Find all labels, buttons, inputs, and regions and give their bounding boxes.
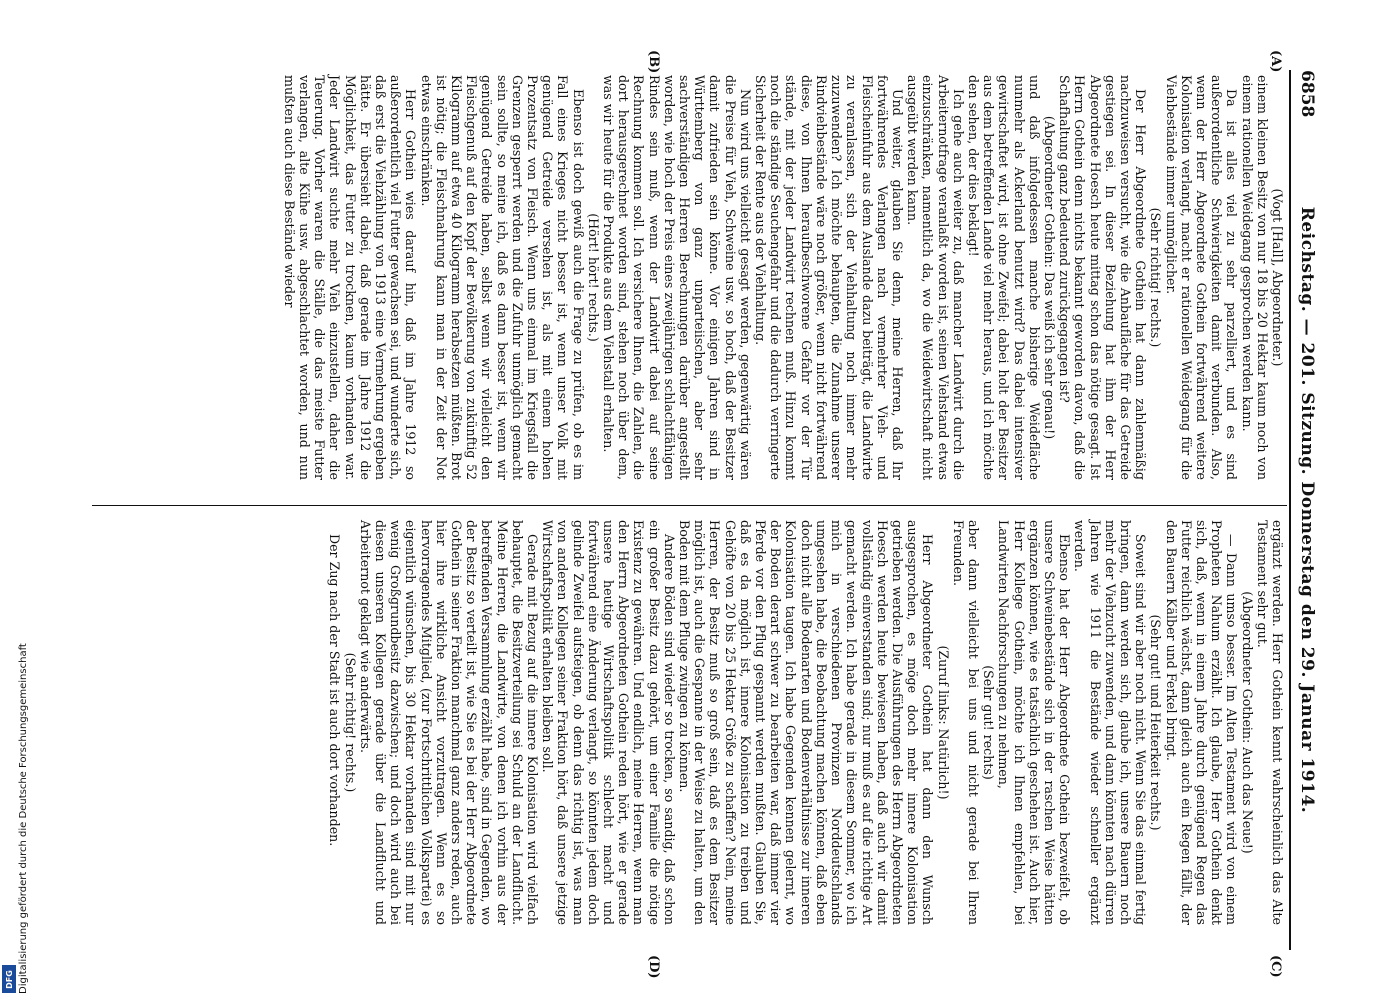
paragraph: Ebenso hat der Herr Abgeordnete Gothein bezweifelt, ob unsere Schweinebestände sich in der raschen Weise hätten ergänzen können, wie es tatsächlich geschehen ist. Auch hier, Herr Kollege Gothein, möchte ich Ihnen empfehlen, bei Landwirten Nachforschungen zu nehmen, <box>996 520 1073 925</box>
dfg-logo-icon <box>2 965 16 993</box>
column-divider <box>92 505 1287 506</box>
paragraph: Und weiter, glauben Sie denn, meine Herren, daß Ihr fortwährendes Verlangen nach vermehrter Vieh- und Fleischeinfuhr aus dem Auslande dazu beiträgt, die Landwirte zu veranlassen, sich der Viehhaltung noch immer mehr zuzuwenden? Ich möchte behaupten, die Zunahme unserer Rindviehbestände wäre noch größer, wenn nicht fortwährend diese, von Ihnen heraufbeschworene Gefahr vor der Tür stände, mit der jeder Landwirt rechnen muß. Hinzu kommt noch die ständige Seuchengefahr und die dadurch verringerte Sicherheit der Rente aus der Viehhaltung. <box>753 75 905 480</box>
paragraph: Ich gehe auch weiter zu, daß mancher Landwirt durch die Arbeiternotfrage veranlaßt worden ist, seinen Viehstand etwas einzuschränken, namentlich da, wo die Weidewirtschaft nicht ausgeübt werden kann. <box>905 75 966 480</box>
paragraph: ergänzt werden. Herr Gothein kennt wahrscheinlich das Alte Testament sehr gut. <box>1254 520 1285 925</box>
credit-text: Digitalisierung gefördert durch die Deutsche Forschungsgemeinschaft <box>18 643 29 994</box>
paragraph: aber dann vielleicht bei uns und nicht gerade bei Ihren Freunden. <box>950 520 981 925</box>
paragraph: Gerade mit Bezug auf die innere Kolonisation wird vielfach behauptet, die Besitzverteilung sei Schuld an der Landflucht. Meine Herren, die Landwirte, von denen ich vorhin aus der betreffenden Versammlung erzählt habe, sind in Gegenden, wo der Besitz so verteilt ist, wie Sie es bei der Herr Abgeordnete Gothein in seiner Fraktion manchmal ganz anders reden, auch hier ihre wirkliche Ansicht vorzutragen. Wenn es so hervorragendes Mitglied, (zur Fortschrittlichen Volkspartei) es eigentlich wünschen, bis 30 Hektar vorhanden sind mit nur wenig Großgrundbesitz dazwischen; und doch wird auch bei diesen unseren Kollegen gerade über die Landflucht und Arbeiternot geklagt wie anderwärts. <box>357 520 541 925</box>
interjection: (Sehr richtig! rechts.) <box>1148 207 1164 348</box>
margin-marker-c: (C) <box>1268 955 1283 978</box>
paragraph: Soweit sind wir aber noch nicht. Wenn Sie das einmal fertig bringen, dann werden sich, glaube ich, unsere Bauern noch mehr der Viehzucht zuwenden, und dann könnten nach dürren Jahren wie 1911 die Bestände wieder schneller ergänzt werden. <box>1072 520 1149 925</box>
paragraph: Der Herr Abgeordnete Gothein hat dann zahlenmäßig nachzuweisen versucht, wie die Anbaufläche für das Getreide gestiegen sei. In dieser Beziehung hat ihm der Herr Abgeordnete Hoesch heute mittag schon das nötige gesagt. Ist Herrn Gothein denn nichts bekannt geworden davon, daß die Schafhaltung ganz bedeutend zurückgegangen ist? <box>1057 75 1149 480</box>
page-number: 6858 <box>1297 70 1317 118</box>
paragraph: Andere Böden sind wieder so trocken, so sandig, daß schon ein großer Besitz dazu gehört, um einer Familie die nötige Existenz zu gewähren. Und endlich, meine Herren, wenn man den Herrn Abgeordneten Gothein reden hört, wie er gerade unsere heutige Wirtschaftspolitik schlecht macht und fortwährend eine Änderung verlangt, so könnten jedem doch gelinde Zweifel aufsteigen, ob denn das richtig ist, was man von anderen Kollegen seiner Fraktion hört, daß unsere jetzige Wirtschaftspolitik erhalten bleiben soll. <box>540 520 677 925</box>
paragraph: Der Zug nach der Stadt ist auch dort vorhanden. <box>327 534 343 847</box>
left-column <box>282 75 1285 480</box>
interjection: (Hört! hört! rechts.) <box>585 213 601 342</box>
interjection: (Sehr gut! und Heiterkeit rechts.) <box>1148 614 1164 831</box>
paragraph: und daß infolgedessen manche bisherige Weidefläche nunmehr als Ackerland benutzt wird? Das dabei intensiver gewirtschaftet wird, ist ohne Zweifel; dabei holt der Besitzer aus dem betreffenden Lande viel mehr heraus, und ich möchte den sehen, der dies beklagt! <box>965 75 1042 480</box>
margin-marker-b: (B) <box>646 50 661 74</box>
speaker-line: (Vogt [Hall], Abgeordneter.) <box>1270 188 1285 367</box>
margin-marker-a: (A) <box>1268 50 1283 73</box>
paragraph: Ebenso ist doch gewiß auch die Frage zu prüfen, ob es im Fall eines Krieges nicht besser ist, wenn unser Volk mit genügend Getreide versehen ist, als mit einem hohen Prozentsatz von Fleisch. Wenn uns einmal im Kriegsfall die Grenzen gesperrt werden und die Zufuhr unmöglich gemacht sein sollte, so meine ich, daß es dann besser ist, wenn wir genügend Getreide haben, selbst wenn wir vielleicht den Fleischgenuß auf den Kopf der Bevölkerung von zukünftig 52 Kilogramm auf etwa 40 Kilogramm herabsetzen müßten. Brot ist nötig; die Fleischnahrung kann man in der Zeit der Not etwas einschränken. <box>418 75 586 480</box>
interjection: (Sehr richtig! rechts.) <box>342 652 358 793</box>
interjection: (Abgeordneter Gothein: Das weiß ich sehr genau!) <box>1041 115 1057 440</box>
page-title: Reichstag. — 201. Sitzung. Donnerstag den 29. Januar 1914. <box>1297 206 1317 814</box>
interjection: (Zuruf links: Natürlich!) <box>935 645 951 800</box>
interjection: (Sehr gut! rechts) <box>981 665 997 780</box>
right-column <box>327 520 1285 925</box>
digitization-credit <box>4 0 29 1000</box>
paragraph: Da ist alles viel zu sehr parzelliert, und es sind außerordentliche Schwierigkeiten damit verbunden. Also, wenn der Herr Abgeordnete Gothein fortwährend weitere Kolonisation verlangt, macht er rationellen Weidegang für die Viehbestände immer unmöglicher. <box>1163 75 1240 480</box>
paragraph: Nun wird uns vielleicht gesagt werden, gegenwärtig wären die Preise für Vieh, Schweine usw. so hoch, daß der Besitzer damit zufrieden sein könne. Vor einigen Jahren sind in Württemberg von ganz unparteiischen, aber sehr sachverständigen Herren Berechnungen darüber angestellt worden, wie hoch der Preis eines zweijährigen schlachtfähigen Rindes sein muß, wenn der Landwirt dabei auf seine Rechnung kommen soll. Ich versichere Ihnen, die Zahlen, die dort herausgerechnet worden sind, stehen noch über dem, was wir heute für die Produkte aus dem Viehstall erhalten. <box>601 75 753 480</box>
paragraph: einem kleinen Besitz von nur 18 bis 20 Hektar kaum noch von einem rationellen Weidegang gesprochen werden kann. <box>1239 75 1270 480</box>
logo-text: DFG <box>4 969 14 989</box>
page-header <box>1289 70 1321 950</box>
margin-marker-d: (D) <box>646 955 661 979</box>
interjection: (Abgeordneter Gothein: Auch das Neue!) <box>1239 591 1255 854</box>
paragraph: Herr Gothein wies darauf hin, daß im Jahre 1912 so außerordentlich viel Futter gewachsen sei, und wunderte sich, daß erst die Viehzählung von 1913 eine Vermehrung ergeben hätte. Er übersieht dabei, daß gerade im Jahre 1912 die Möglichkeit, das Futter zu trocknen, kaum vorhanden war. Jeder Landwirt suchte mehr Vieh einzustellen, daher die Teuerung. Vorher waren die Ställe, die das meiste Futter verlangen, alte Kühe usw. abgeschlachtet worden, und nun mußten auch diese Bestände wieder <box>281 75 419 480</box>
paragraph: Herr Abgeordneter Gothein hat dann den Wunsch ausgesprochen, es möge doch mehr innere Kolonisation getrieben werden. Die Ausführungen des Herrn Abgeordneten Hoesch werden heute bewiesen haben, daß auch wir damit vollständig einverstanden sind; nur muß es auf die richtige Art gemacht werden. Ich habe gerade in diesem Sommer, wo ich mich in verschiedenen Provinzen Norddeutschlands umgesehen habe, die Beobachtung machen können, daß eben doch nicht alle Bodenarten und Bodenverhältnisse zur inneren Kolonisation taugen. Ich habe Gegenden kennen gelernt, wo der Boden derart schwer zu bearbeiten war, daß immer vier Pferde vor den Pflug gespannt werden mußten. Glauben Sie, daß es da möglich ist, innere Kolonisation zu treiben und Gehöfte von 20 bis 25 Hektar Größe zu schaffen? Nein, meine Herren, der Besitz muß so groß sein, daß es dem Besitzer möglich ist, auch die Gespanne in der Weise zu halten, um den Boden mit dem Pfluge zwingen zu können. <box>677 520 936 925</box>
paragraph: — Dann umso besser. Im Alten Testament wird von einem Propheten Nahum erzählt. Ich glaube, Herr Gothein denkt sich, daß, wenn in einem Jahre durch genügend Regen das Futter reichlich wächst, dann gleich auch ein Regen fällt, der den Bauern Kälber und Ferkel bringt. <box>1163 520 1240 925</box>
